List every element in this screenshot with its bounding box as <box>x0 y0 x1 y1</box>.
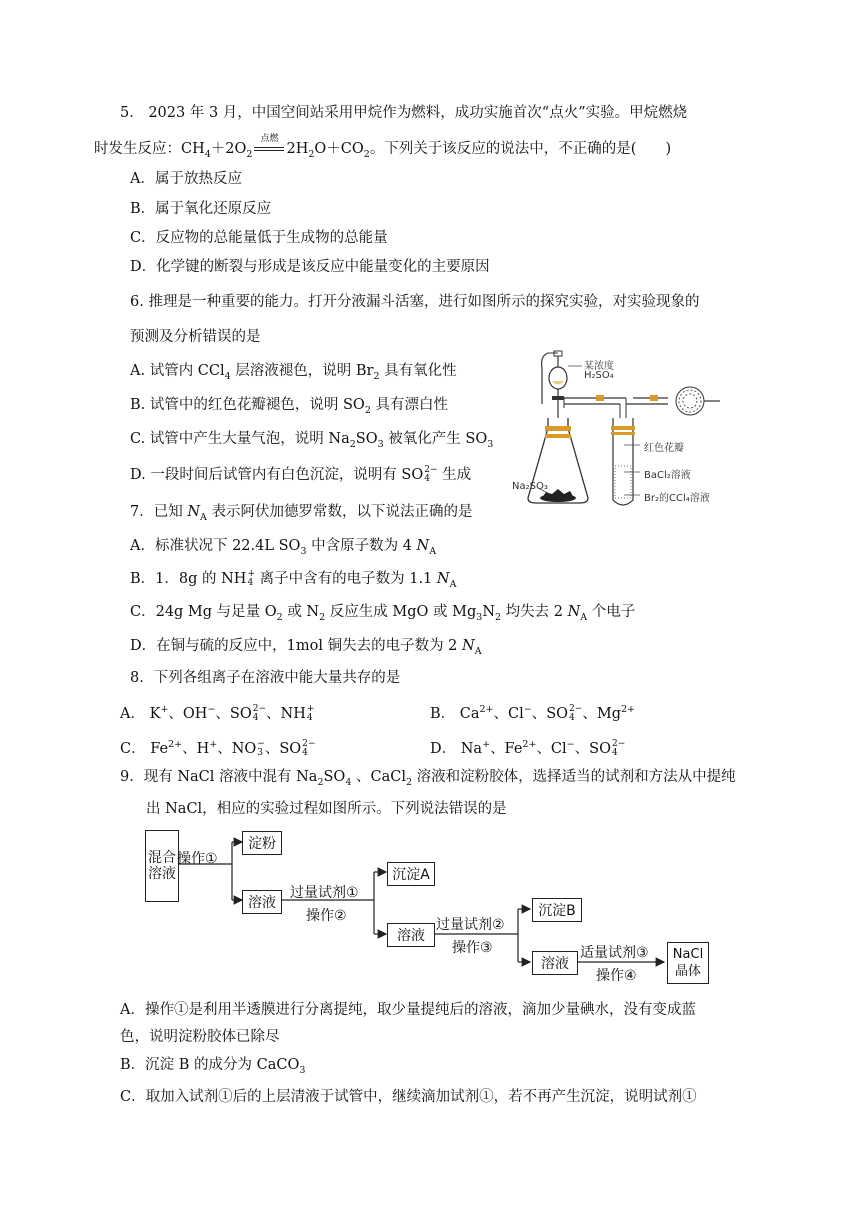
label-br2: Br₂的CCl₄溶液 <box>644 493 710 504</box>
flow-label-op3: 操作③ <box>452 940 493 956</box>
flow-box-nacl: NaCl晶体 <box>667 942 709 984</box>
q9-option-b: B．沉淀 B 的成分为 CaCO$_3$ <box>120 1057 306 1076</box>
q9-line2: 出 NaCl，相应的实验过程如图所示。下列说法错误的是 <box>146 801 507 817</box>
q6-line2: 预测及分析错误的是 <box>130 329 261 345</box>
q5-option-b: B．属于氧化还原反应 <box>130 201 272 217</box>
label-na2so3: Na₂SO₃ <box>512 481 548 492</box>
q5-option-c: C．反应物的总能量低于生成物的总能量 <box>130 230 388 246</box>
flow-box-starch: 淀粉 <box>242 831 282 855</box>
flow-box-sol1: 溶液 <box>242 890 282 914</box>
flow-label-reag1: 过量试剂① <box>290 885 359 901</box>
flow-box-pptB: 沉淀B <box>532 898 582 922</box>
flow-box-sol2: 溶液 <box>387 923 435 947</box>
flow-label-op2: 操作② <box>306 908 347 924</box>
flowchart-lines <box>140 828 740 988</box>
q6-option-c: C. 试管中产生大量气泡，说明 $Na_2SO_3$ 被氧化产生 $SO_3$ <box>130 431 494 450</box>
label-acid-2: H₂SO₄ <box>584 370 614 381</box>
label-petal: 红色花瓣 <box>644 443 684 454</box>
q8-line1: 8．下列各组离子在溶液中能大量共存的是 <box>130 670 401 686</box>
q5-line1: 5． 2023 年 3 月，中国空间站采用甲烷作为燃料，成功实施首次“点火”实验。甲烷燃烧 <box>120 105 688 121</box>
reaction-condition: 点燃 <box>252 140 286 159</box>
q8-option-a: A． K+、OH−、SO 2− 4 、NH + 4 <box>120 703 315 723</box>
q7-option-c: C．24g Mg 与足量 $O_2$ 或 $N_2$ 反应生成 MgO 或 $Mg_3N_2$ 均失去 2 $N_A$ 个电子 <box>130 604 636 623</box>
q6-option-d: D. 一段时间后试管内有白色沉淀，说明有 SO 2− 4 生成 <box>130 465 472 484</box>
q5-line2: 时发生反应：$CH_4+2O_2$ 点燃 $2H_2O+CO_2$。下列关于该反应的说法中，不正确的是( ) <box>94 134 672 160</box>
q8-option-c: C． $Fe^{2+}$、H+、NO − 3 、SO 2− 4 <box>120 738 316 758</box>
flow-label-reag2: 过量试剂② <box>436 917 505 933</box>
q9-option-a-line1: A．操作①是利用半透膜进行分离提纯，取少量提纯后的溶液，滴加少量碘水，没有变成蓝 <box>120 1002 696 1018</box>
flow-box-pptA: 沉淀A <box>387 862 435 886</box>
q5-option-d: D．化学键的断裂与形成是该反应中能量变化的主要原因 <box>130 259 490 275</box>
q6-option-a: A. 试管内 CCl$_4$ 层溶液褪色，说明 $Br_2$ 具有氧化性 <box>130 363 457 382</box>
q7-option-b: B．1．8g 的 NH + 4 离子中含有的电子数为 1.1 $N_A$ <box>130 569 457 590</box>
flow-box-mix: 混合溶液 <box>145 830 179 902</box>
q7-option-a: A．标准状况下 22.4L $SO_3$ 中含原子数为 4 $N_A$ <box>130 538 437 557</box>
q8-option-b: B． $Ca^{2+}$、Cl−、SO 2− 4 、$Mg^{2+}$ <box>430 703 635 723</box>
label-acid-1: 某浓度 <box>584 361 614 372</box>
q5-option-a: A．属于放热反应 <box>130 171 242 187</box>
q6-option-b: B. 试管中的红色花瓣褪色，说明 $SO_2$ 具有漂白性 <box>130 397 448 416</box>
label-bacl2: BaCl₂溶液 <box>644 470 691 481</box>
q7-line1: 7．已知 $N_A$ 表示阿伏加德罗常数，以下说法正确的是 <box>130 504 473 523</box>
q8-option-d: D． Na+、$Fe^{2+}$、Cl−、SO 2− 4 <box>430 738 626 758</box>
flow-label-op4: 操作④ <box>596 968 637 984</box>
flow-box-sol3: 溶液 <box>532 951 578 975</box>
q6-line1: 6. 推理是一种重要的能力。打开分液漏斗活塞，进行如图所示的探究实验，对实验现象的 <box>130 294 700 310</box>
q9-option-a-line2: 色，说明淀粉胶体已除尽 <box>120 1029 280 1045</box>
q7-option-d: D．在铜与硫的反应中，1mol 铜失去的电子数为 2 $N_A$ <box>130 638 482 657</box>
flow-label-op1: 操作① <box>177 851 218 867</box>
q9-option-c: C．取加入试剂①后的上层清液于试管中，继续滴加试剂①，若不再产生沉淀，说明试剂① <box>120 1089 697 1105</box>
flow-label-reag3: 适量试剂③ <box>580 945 649 961</box>
q9-line1: 9．现有 NaCl 溶液中混有 $Na_2SO_4$ 、CaCl$_2$ 溶液和淀粉胶体，选择适当的试剂和方法从中提纯 <box>120 769 736 788</box>
